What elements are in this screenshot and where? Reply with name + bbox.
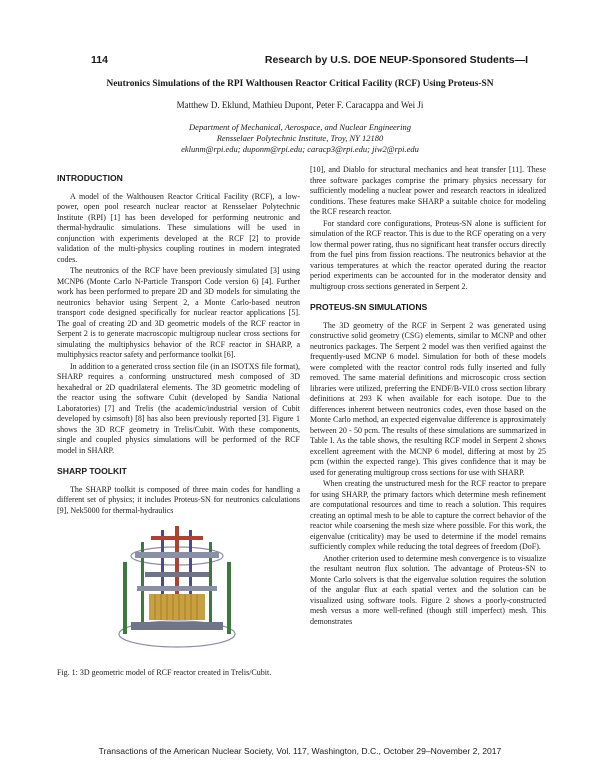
affiliation-block: [60, 122, 540, 156]
running-title: Research by U.S. DOE NEUP-Sponsored Students—I: [264, 54, 528, 66]
journal-footer: Transactions of the American Nuclear Society, Vol. 117, Washington, D.C., October 29–November 2, 2017: [98, 746, 502, 756]
paragraph: In addition to a generated cross section file (in an ISOTXS file format), SHARP requires a conforming unstructured mesh composed of 3D hexahedral or 2D quadrilateral elements. The 3D geometric modeling of the reactor using the software Cubit (developed by Sandia National Laboratories) [7] and Trelis (the academic/industrial version of Cubit developed by csimsoft) [8] has also been previously reported [3]. Figure 1 shows the 3D RCF geometry in Trelis/Cubit. With these components, single and coupled physics simulations will be performed of the RCF model in SHARP.: [57, 361, 300, 455]
affiliation-department: Department of Mechanical, Aerospace, and Nuclear Engineering: [189, 122, 411, 132]
right-column: [310, 165, 546, 628]
paragraph: A model of the Walthousen Reactor Critical Facility (RCF), a low-power, open pool research nuclear reactor at Rensselaer Polytechnic Institute (RPI) [1] has been developed for performing neutronic and thermal-hydraulic simulations. These simulations will be used in conjunction with experiments developed at the RCF [2] to provide validation of the multi-physics coupling routines in modern integrated codes.: [57, 191, 300, 264]
reactor-model-image: [101, 522, 253, 662]
paragraph: The neutronics of the RCF have been previously simulated [3] using MCNP6 (Monte Carlo N-Particle Transport Code version 6) [4]. Further work has been performed to prepare 2D and 3D models for simulating the neutronics behavior using Serpent 2, a Monte Carlo-based neutron transport code designed specifically for nuclear reactor applications [5]. The goal of creating 2D and 3D geometric models of the RCF reactor in Serpent 2 is to generate macroscopic multigroup nuclear cross sections for simulating the multiphysics behavior of the RCF reactor in SHARP, a multiphysics reactor safety and performance toolkit [6].: [57, 266, 300, 359]
left-column: [57, 173, 300, 679]
paragraph: [10], and Diablo for structural mechanics and heat transfer [11]. These three software packages comprise the primary physics necessary for sufficiently modeling a nuclear power and research reactors in idealized conditions. These features make SHARP a suitable choice for modeling the RCF research reactor.: [310, 165, 546, 216]
figure-rcf-3d-model: [101, 522, 253, 662]
section-heading-introduction: INTRODUCTION: [57, 173, 123, 183]
page-number: 114: [91, 54, 108, 66]
paragraph: When creating the unstructured mesh for the RCF reactor to prepare for using SHARP, the primary factors which determine mesh refinement are computational resources and time to reach a solution. This requires creating an optimal mesh to be able to capture the correct behavior of the reactor while coarsening the mesh size where possible. For this work, the eigenvalue (criticality) may be used to determine if the model remains sufficiently complex while reducing the total degrees of freedom (DoF).: [310, 479, 546, 551]
paragraph: For standard core configurations, Proteus-SN alone is sufficient for simulation of the RCF reactor. This is due to the RCF operating on a very low thermal power rating, thus no significant heat transfer occurs directly from the fuel pins from fission reactions. The neutronics behavior at the various temperatures at which the reactor operated during the reactor period experiments can be accounted for in the moderator density and multigroup cross sections generated in Serpent 2.: [310, 218, 546, 291]
affiliation-institute: Rensselaer Polytechnic Institute, Troy, NY 12180: [216, 133, 384, 144]
figure-caption: Fig. 1: 3D geometric model of RCF reactor created in Trelis/Cubit.: [57, 668, 272, 677]
paragraph: The 3D geometry of the RCF in Serpent 2 was generated using constructive solid geometry (CSG) elements, similar to MCNP and other neutronics packages. The Serpent 2 model was then verified against the frequently-used MCNP 6 model. Simulation for both of these models were completed with the reactor control rods fully inserted and fully removed. The same material definitions and microscopic cross section libraries were utilized, preferring the ENDF/B-VII.0 cross section library definitions at 293 K when available for each isotope. Due to the differences inherent between neutronics codes, even those based on the Monte Carlo method, an expected eigenvalue difference is approximately between 20 - 50 pcm. The results of these simulations are summarized in Table I. As the table shows, the resulting RCF model in Serpent 2 shows excellent agreement with the MCNP 6 model, differing at most by 25 pcm (within the expected range). This gives confidence that it may be used for generating multigroup cross sections for use with SHARP.: [310, 320, 546, 477]
author-emails: eklunm@rpi.edu; duponm@rpi.edu; caracp3@rpi.edu; jiw2@rpi.edu: [181, 144, 419, 155]
section-heading-proteus: PROTEUS-SN SIMULATIONS: [310, 302, 428, 312]
paragraph: The SHARP toolkit is composed of three main codes for handling a different set of physics; it includes Proteus-SN for neutronics calculations [9], Nek5000 for thermal-hydraulics: [57, 484, 300, 515]
paper-title: Neutronics Simulations of the RPI Walthousen Reactor Critical Facility (RCF) Using Proteus-SN: [106, 79, 494, 89]
paragraph: Another criterion used to determine mesh convergence is to visualize the resultant neutron flux solution. The advantage of Proteus-SN to Monte Carlo solvers is that the eigenvalue solution requires the solution of the angular flux at each spatial vertex and the solution can be visualized using software tools. Figure 2 shows a poorly-constructed mesh versus a more well-refined (though still imperfect) mesh. This demonstrates: [310, 553, 546, 626]
section-heading-sharp: SHARP TOOLKIT: [57, 466, 127, 476]
paper-authors: Matthew D. Eklund, Mathieu Dupont, Peter F. Caracappa and Wei Ji: [176, 100, 424, 110]
